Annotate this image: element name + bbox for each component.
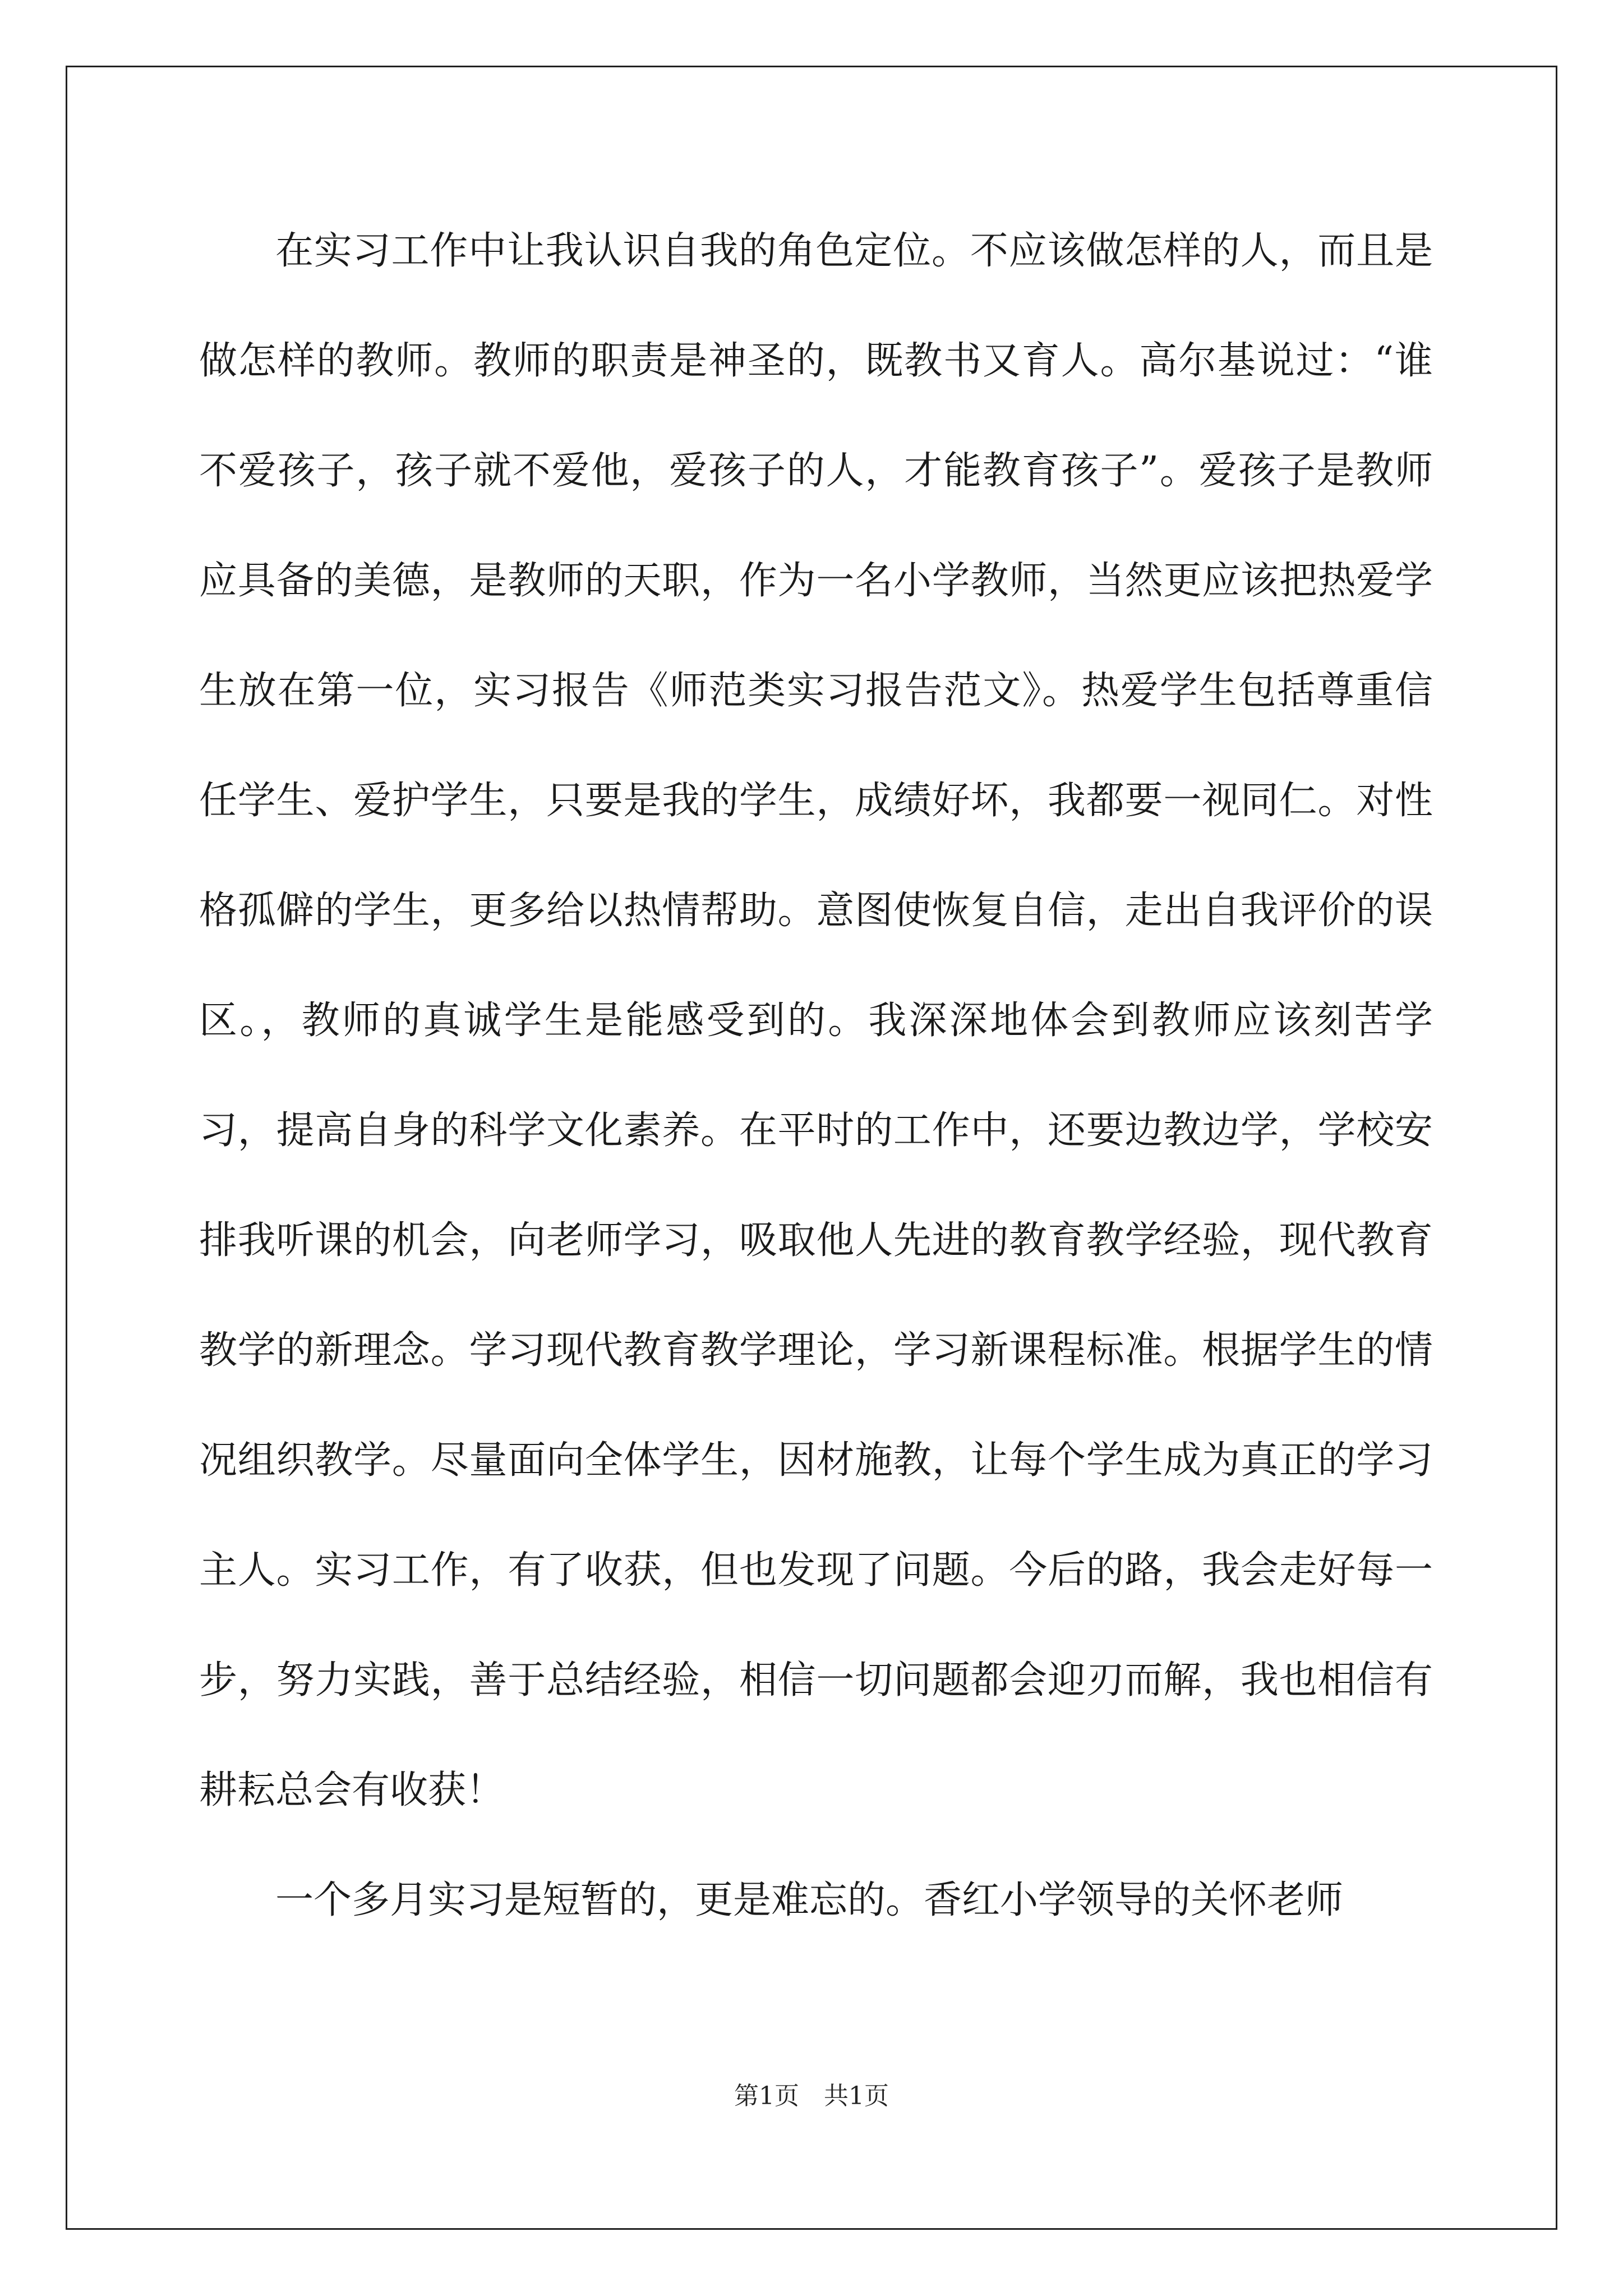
document-body (199, 196, 1433, 1955)
page-number-footer: 第1页 共1页 (734, 2082, 889, 2110)
paragraph-2: 一个多月实习是短暂的，更是难忘的。香红小学领导的关怀老师 (275, 1878, 1344, 1922)
paragraph-1: 在实习工作中让我认识自我的角色定位。不应该做怎样的人，而且是做怎样的教师。教师的职责是神圣的，既教书又育人。高尔基说过：“谁不爱孩子，孩子就不爱他，爱孩子的人，才能教育孩子”。爱孩子是教师应具备的美德，是教师的天职，作为一名小学教师，当然更应该把热爱学生放在第一位，实习报告《师范类实习报告范文》。热爱学生包括尊重信任学生、爱护学生，只要是我的学生，成绩好坏，我都要一视同仁。对性格孤僻的学生，更多给以热情帮助。意图使恢复自信，走出自我评价的误区。，教师的真诚学生是能感受到的。我深深地体会到教师应该刻苦学习，提高自身的科学文化素养。在平时的工作中，还要边教边学，学校安排我听课的机会，向老师学习，吸取他人先进的教育教学经验，现代教育教学的新理念。学习现代教育教学理论，学习新课程标准。根据学生的情况组织教学。尽量面向全体学生，因材施教，让每个学生成为真正的学习主人。实习工作，有了收获，但也发现了问题。今后的路，我会走好每一步，努力实践，善于总结经验，相信一切问题都会迎刃而解，我也相信有耕耘总会有收获！ (199, 229, 1433, 1812)
